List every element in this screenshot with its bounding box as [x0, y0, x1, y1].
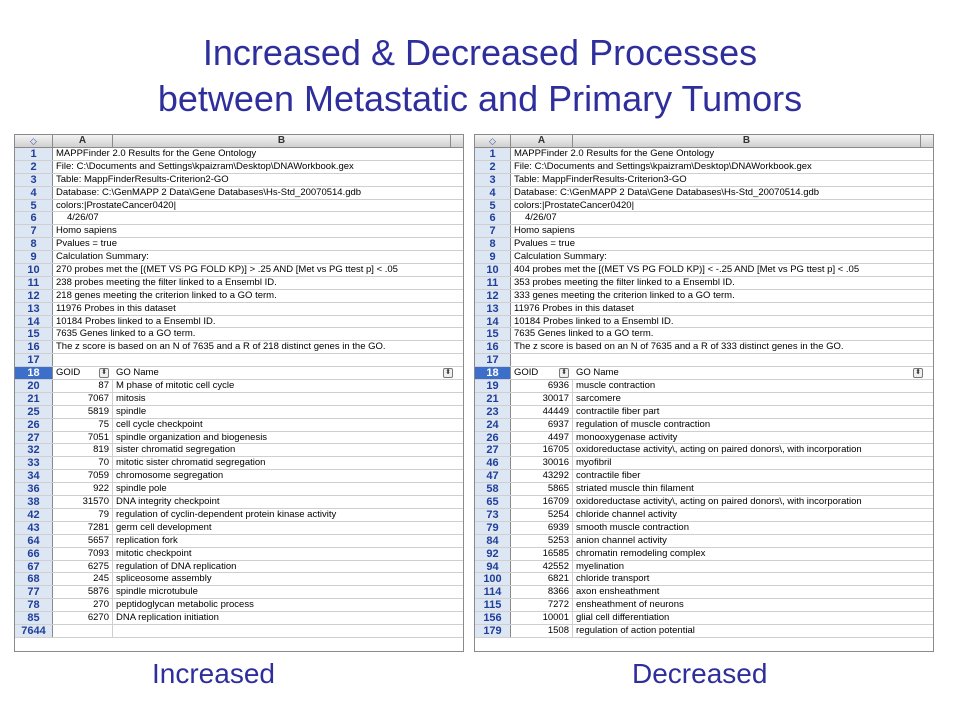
row-number[interactable]: 18	[475, 367, 511, 379]
table-row[interactable]	[15, 573, 463, 586]
table-row[interactable]	[475, 573, 933, 586]
column-header-bar	[15, 135, 463, 148]
row-number[interactable]: 17	[15, 354, 53, 366]
table-row[interactable]	[475, 561, 933, 574]
go-name-cell[interactable]: oxidoreductase activity\, acting on paired donors\, with incorporation	[576, 496, 862, 508]
table-row[interactable]	[15, 496, 463, 509]
goid-cell[interactable]: 5876	[53, 586, 113, 598]
goid-cell[interactable]: 922	[53, 483, 113, 495]
goid-cell[interactable]: 7281	[53, 522, 113, 534]
table-row[interactable]	[475, 470, 933, 483]
row-number[interactable]: 14	[15, 316, 53, 328]
sheet-row[interactable]	[15, 187, 463, 200]
table-row[interactable]	[15, 406, 463, 419]
sheet-row[interactable]	[15, 264, 463, 277]
go-name-cell[interactable]: chloride transport	[576, 573, 650, 585]
filter-dropdown-icon[interactable]: ⬍	[443, 368, 453, 378]
cell-a-text[interactable]: Calculation Summary:	[56, 251, 149, 263]
go-name-cell[interactable]: germ cell development	[116, 521, 212, 533]
row-number[interactable]: 94	[475, 561, 511, 573]
goid-cell[interactable]: 4497	[511, 432, 573, 444]
row-number[interactable]: 32	[15, 444, 53, 456]
column-header-b[interactable]: B	[113, 135, 451, 147]
go-name-cell[interactable]: muscle contraction	[576, 380, 656, 392]
table-row[interactable]	[15, 419, 463, 432]
table-header-row	[15, 367, 463, 380]
sheet-row[interactable]	[15, 174, 463, 187]
table-row[interactable]	[475, 419, 933, 432]
sheet-row[interactable]	[475, 161, 933, 174]
slide-title	[0, 30, 960, 122]
slide-title-line-2: between Metastatic and Primary Tumors	[157, 78, 803, 119]
sheet-row[interactable]	[475, 303, 933, 316]
row-number[interactable]: 10	[15, 264, 53, 276]
goid-cell[interactable]: 7059	[53, 470, 113, 482]
sheet-row[interactable]	[15, 238, 463, 251]
row-number[interactable]: 3	[475, 174, 511, 186]
go-name-cell[interactable]: cell cycle checkpoint	[116, 418, 203, 430]
go-name-cell[interactable]	[113, 625, 463, 637]
row-number[interactable]: 2	[15, 161, 53, 173]
goid-cell[interactable]: 44449	[511, 406, 573, 418]
sheet-row[interactable]	[15, 303, 463, 316]
row-number[interactable]: 21	[475, 393, 511, 405]
sheet-row[interactable]	[475, 251, 933, 264]
go-name-cell[interactable]: mitotic sister chromatid segregation	[116, 457, 266, 469]
cell-a-text[interactable]: 404 probes met the [(MET VS PG FOLD KP)] < -.25 AND [Met vs PG ttest p] < .05	[514, 264, 860, 276]
row-number[interactable]: 19	[475, 380, 511, 392]
cell-a-text[interactable]: The z score is based on an N of 7635 and a R of 333 distinct genes in the GO.	[514, 341, 844, 353]
sheet-row[interactable]	[15, 251, 463, 264]
goid-cell[interactable]: 7093	[53, 548, 113, 560]
row-number[interactable]: 34	[15, 470, 53, 482]
sheet-row[interactable]	[15, 328, 463, 341]
row-number[interactable]: 18	[15, 367, 53, 379]
go-name-cell[interactable]: chromatin remodeling complex	[576, 547, 706, 559]
table-row[interactable]	[15, 444, 463, 457]
goid-cell[interactable]: 16585	[511, 548, 573, 560]
table-row[interactable]	[15, 393, 463, 406]
table-row[interactable]	[475, 586, 933, 599]
go-name-cell[interactable]: DNA replication initiation	[116, 612, 219, 624]
go-name-cell[interactable]: anion channel activity	[576, 534, 667, 546]
table-row[interactable]	[475, 457, 933, 470]
goid-cell[interactable]: 43292	[511, 470, 573, 482]
table-row[interactable]	[15, 548, 463, 561]
go-name-cell[interactable]: sarcomere	[576, 392, 621, 404]
cell-a-text[interactable]: The z score is based on an N of 7635 and a R of 218 distinct genes in the GO.	[56, 341, 386, 353]
table-row[interactable]	[15, 522, 463, 535]
column-header-b[interactable]: B	[573, 135, 921, 147]
goid-cell[interactable]: 87	[53, 380, 113, 392]
cell-a-text[interactable]: 10184 Probes linked to a Ensembl ID.	[56, 315, 216, 327]
table-row[interactable]	[475, 444, 933, 457]
row-number[interactable]: 65	[475, 496, 511, 508]
row-number[interactable]: 43	[15, 522, 53, 534]
cell-a-text[interactable]: Homo sapiens	[56, 225, 117, 237]
increased-caption: Increased	[152, 658, 275, 689]
filter-dropdown-icon[interactable]: ⬍	[913, 368, 923, 378]
goid-cell[interactable]: 7067	[53, 393, 113, 405]
row-number[interactable]: 7644	[15, 625, 53, 637]
row-number[interactable]: 1	[15, 148, 53, 160]
cell-a-text[interactable]: 4/26/07	[525, 212, 557, 224]
goid-cell[interactable]	[53, 625, 113, 637]
go-name-cell[interactable]: mitosis	[116, 392, 146, 404]
go-name-cell[interactable]: peptidoglycan metabolic process	[116, 599, 254, 611]
goid-cell[interactable]: 5253	[511, 535, 573, 547]
row-number[interactable]: 67	[15, 561, 53, 573]
go-name-cell[interactable]: sister chromatid segregation	[116, 444, 236, 456]
sheet-row[interactable]	[475, 277, 933, 290]
row-number[interactable]: 5	[475, 200, 511, 212]
goid-cell[interactable]: 5657	[53, 535, 113, 547]
go-name-cell[interactable]: regulation of muscle contraction	[576, 418, 711, 430]
cell-a-text[interactable]: 333 genes meeting the criterion linked to a GO term.	[514, 289, 735, 301]
goid-cell[interactable]: 30017	[511, 393, 573, 405]
goid-cell[interactable]: 6936	[511, 380, 573, 392]
table-row[interactable]	[475, 432, 933, 445]
cell-a-text[interactable]: 270 probes met the [(MET VS PG FOLD KP)] > .25 AND [Met vs PG ttest p] < .05	[56, 264, 398, 276]
table-row[interactable]	[475, 483, 933, 496]
row-number[interactable]: 9	[475, 251, 511, 263]
sheet-row[interactable]	[475, 187, 933, 200]
row-number[interactable]: 12	[15, 290, 53, 302]
go-name-cell[interactable]: regulation of DNA replication	[116, 560, 237, 572]
table-row[interactable]	[15, 586, 463, 599]
decreased-spreadsheet	[474, 134, 934, 652]
row-number[interactable]: 64	[15, 535, 53, 547]
row-number[interactable]: 115	[475, 599, 511, 611]
go-name-cell[interactable]: mitotic checkpoint	[116, 547, 192, 559]
goid-cell[interactable]: 6275	[53, 561, 113, 573]
sheet-row[interactable]	[15, 277, 463, 290]
table-row[interactable]	[15, 432, 463, 445]
sheet-row[interactable]	[475, 238, 933, 251]
cell-a-text[interactable]: 11976 Probes in this dataset	[56, 302, 176, 314]
go-name-cell[interactable]: monooxygenase activity	[576, 431, 678, 443]
goid-cell[interactable]: 7051	[53, 432, 113, 444]
row-number[interactable]: 8	[475, 238, 511, 250]
goid-header: GOID	[56, 367, 81, 379]
cell-a-text[interactable]: 218 genes meeting the criterion linked to a GO term.	[56, 289, 277, 301]
goid-cell[interactable]: 1508	[511, 625, 573, 637]
goid-cell[interactable]: 79	[53, 509, 113, 521]
goid-cell[interactable]: 6270	[53, 612, 113, 624]
sheet-rows	[15, 148, 463, 651]
sheet-row[interactable]	[475, 212, 933, 225]
row-number[interactable]: 85	[15, 612, 53, 624]
table-row[interactable]	[475, 599, 933, 612]
table-row[interactable]	[15, 535, 463, 548]
sheet-row[interactable]	[475, 290, 933, 303]
go-name-cell[interactable]: axon ensheathment	[576, 586, 660, 598]
cell-a-text[interactable]: 238 probes meeting the filter linked to a Ensembl ID.	[56, 276, 277, 288]
goid-cell[interactable]: 270	[53, 599, 113, 611]
row-number[interactable]: 8	[15, 238, 53, 250]
goid-cell[interactable]: 8366	[511, 586, 573, 598]
row-number[interactable]: 47	[475, 470, 511, 482]
row-number[interactable]: 20	[15, 380, 53, 392]
sheet-row[interactable]	[475, 341, 933, 354]
column-header-a[interactable]: A	[53, 135, 113, 147]
table-row[interactable]	[15, 625, 463, 638]
row-number[interactable]: 11	[475, 277, 511, 289]
cell-a-text[interactable]: MAPPFinder 2.0 Results for the Gene Ontology	[56, 148, 257, 159]
row-number[interactable]: 114	[475, 586, 511, 598]
cell-a-text[interactable]: 7635 Genes linked to a GO term.	[514, 328, 654, 340]
row-number[interactable]: 27	[15, 432, 53, 444]
cell-a-text[interactable]: Table: MappFinderResults-Criterion2-GO	[56, 173, 229, 185]
go-name-cell[interactable]: DNA integrity checkpoint	[116, 496, 220, 508]
cell-a-text[interactable]: Database: C:\GenMAPP 2 Data\Gene Databases\Hs-Std_20070514.gdb	[514, 186, 820, 198]
sheet-row[interactable]	[15, 316, 463, 329]
sheet-row[interactable]	[475, 174, 933, 187]
row-number[interactable]: 15	[15, 328, 53, 340]
select-all-arrows-icon[interactable]: ◇	[475, 135, 511, 147]
row-number[interactable]: 6	[15, 212, 53, 224]
table-row[interactable]	[475, 406, 933, 419]
goid-cell[interactable]: 5254	[511, 509, 573, 521]
goid-cell[interactable]: 5819	[53, 406, 113, 418]
sheet-row[interactable]	[15, 354, 463, 367]
row-number[interactable]: 46	[475, 457, 511, 469]
row-number[interactable]: 77	[15, 586, 53, 598]
row-number[interactable]: 16	[475, 341, 511, 353]
go-name-cell[interactable]: spindle microtubule	[116, 586, 198, 598]
table-row[interactable]	[475, 509, 933, 522]
row-number[interactable]: 24	[475, 419, 511, 431]
table-header-row	[475, 367, 933, 380]
row-number[interactable]: 12	[475, 290, 511, 302]
table-row[interactable]	[15, 483, 463, 496]
table-row[interactable]	[15, 457, 463, 470]
sheet-rows	[475, 148, 933, 651]
row-number[interactable]: 38	[15, 496, 53, 508]
table-row[interactable]	[475, 380, 933, 393]
go-name-header: GO Name	[116, 367, 159, 379]
go-name-cell[interactable]: replication fork	[116, 534, 178, 546]
go-name-cell[interactable]: chloride channel activity	[576, 508, 677, 520]
table-row[interactable]	[15, 470, 463, 483]
goid-cell[interactable]: 16709	[511, 496, 573, 508]
cell-a-text[interactable]: 4/26/07	[67, 212, 99, 224]
row-number[interactable]: 15	[475, 328, 511, 340]
goid-cell[interactable]: 6821	[511, 573, 573, 585]
row-number[interactable]: 14	[475, 316, 511, 328]
cell-a-text[interactable]: 353 probes meeting the filter linked to a Ensembl ID.	[514, 276, 735, 288]
cell-a-text[interactable]: 7635 Genes linked to a GO term.	[56, 328, 196, 340]
row-number[interactable]: 66	[15, 548, 53, 560]
go-name-cell[interactable]: spliceosome assembly	[116, 573, 212, 585]
row-number[interactable]: 179	[475, 625, 511, 637]
goid-cell[interactable]: 42552	[511, 561, 573, 573]
row-number[interactable]: 79	[475, 522, 511, 534]
row-number[interactable]: 13	[15, 303, 53, 315]
row-number[interactable]: 84	[475, 535, 511, 547]
table-row[interactable]	[475, 625, 933, 638]
row-number[interactable]: 10	[475, 264, 511, 276]
column-header-bar	[475, 135, 933, 148]
sheet-row[interactable]	[475, 200, 933, 213]
row-number[interactable]: 27	[475, 444, 511, 456]
cell-a-text[interactable]: 11976 Probes in this dataset	[514, 302, 634, 314]
goid-cell[interactable]: 6937	[511, 419, 573, 431]
go-name-cell[interactable]: contractile fiber	[576, 470, 641, 482]
cell-a-text[interactable]: Database: C:\GenMAPP 2 Data\Gene Databases\Hs-Std_20070514.gdb	[56, 186, 362, 198]
goid-cell[interactable]: 31570	[53, 496, 113, 508]
sheet-row[interactable]	[15, 200, 463, 213]
cell-a-text[interactable]: Pvalues = true	[514, 238, 575, 250]
cell-a-text[interactable]: colors:|ProstateCancer0420|	[514, 199, 635, 211]
go-name-header: GO Name	[576, 367, 619, 379]
cell-a-text[interactable]: File: C:\Documents and Settings\kpaizram\Desktop\DNAWorkbook.gex	[56, 160, 354, 172]
go-name-cell[interactable]: contractile fiber part	[576, 405, 660, 417]
row-number[interactable]: 73	[475, 509, 511, 521]
row-number[interactable]: 4	[475, 187, 511, 199]
row-number[interactable]: 156	[475, 612, 511, 624]
table-row[interactable]	[475, 522, 933, 535]
goid-cell[interactable]: 16705	[511, 444, 573, 456]
go-name-cell[interactable]: M phase of mitotic cell cycle	[116, 380, 235, 392]
go-name-cell[interactable]: spindle organization and biogenesis	[116, 431, 268, 443]
sheet-row[interactable]	[475, 264, 933, 277]
sheet-row[interactable]	[15, 161, 463, 174]
cell-a-text[interactable]: File: C:\Documents and Settings\kpaizram\Desktop\DNAWorkbook.gex	[514, 160, 812, 172]
row-number[interactable]: 5	[15, 200, 53, 212]
go-name-cell[interactable]: regulation of action potential	[576, 624, 695, 636]
row-number[interactable]: 36	[15, 483, 53, 495]
row-number[interactable]: 11	[15, 277, 53, 289]
go-name-cell[interactable]: glial cell differentiation	[576, 612, 670, 624]
table-row[interactable]	[475, 612, 933, 625]
row-number[interactable]: 16	[15, 341, 53, 353]
goid-header: GOID	[514, 367, 539, 379]
row-number[interactable]: 92	[475, 548, 511, 560]
row-number[interactable]: 1	[475, 148, 511, 160]
table-row[interactable]	[475, 548, 933, 561]
row-number[interactable]: 13	[475, 303, 511, 315]
sheet-row[interactable]	[475, 316, 933, 329]
sheet-row[interactable]	[15, 212, 463, 225]
row-number[interactable]: 25	[15, 406, 53, 418]
goid-cell[interactable]: 70	[53, 457, 113, 469]
sheet-row[interactable]	[15, 341, 463, 354]
cell-a-text[interactable]: Table: MappFinderResults-Criterion3-GO	[514, 173, 687, 185]
sheet-row[interactable]	[475, 328, 933, 341]
table-row[interactable]	[15, 380, 463, 393]
row-number[interactable]: 78	[15, 599, 53, 611]
filter-dropdown-icon[interactable]: ⬍	[559, 368, 569, 378]
row-number[interactable]: 26	[475, 432, 511, 444]
table-row[interactable]	[15, 612, 463, 625]
row-number[interactable]: 68	[15, 573, 53, 585]
go-name-cell[interactable]: spindle	[116, 405, 147, 417]
column-header-a[interactable]: A	[511, 135, 573, 147]
table-row[interactable]	[15, 561, 463, 574]
goid-cell[interactable]: 5865	[511, 483, 573, 495]
cell-a-text[interactable]: Calculation Summary:	[514, 251, 607, 263]
row-number[interactable]: 26	[15, 419, 53, 431]
goid-cell[interactable]: 245	[53, 573, 113, 585]
row-number[interactable]: 7	[15, 225, 53, 237]
sheet-row[interactable]	[15, 148, 463, 161]
go-name-cell[interactable]: oxidoreductase activity\, acting on paired donors\, with incorporation	[576, 444, 862, 456]
table-row[interactable]	[15, 599, 463, 612]
sheet-row[interactable]	[475, 148, 933, 161]
row-number[interactable]: 21	[15, 393, 53, 405]
go-name-cell[interactable]: myofibril	[576, 457, 612, 469]
goid-cell[interactable]: 819	[53, 444, 113, 456]
goid-cell[interactable]: 7272	[511, 599, 573, 611]
decreased-caption: Decreased	[632, 658, 768, 689]
cell-a-text[interactable]: MAPPFinder 2.0 Results for the Gene Ontology	[514, 148, 715, 159]
row-number[interactable]: 3	[15, 174, 53, 186]
goid-cell[interactable]: 30016	[511, 457, 573, 469]
row-number[interactable]: 42	[15, 509, 53, 521]
filter-dropdown-icon[interactable]: ⬍	[99, 368, 109, 378]
row-number[interactable]: 4	[15, 187, 53, 199]
table-row[interactable]	[475, 496, 933, 509]
table-row[interactable]	[475, 535, 933, 548]
go-name-cell[interactable]: myelination	[576, 560, 625, 572]
table-row[interactable]	[15, 509, 463, 522]
table-row[interactable]	[475, 393, 933, 406]
row-number[interactable]: 17	[475, 354, 511, 366]
go-name-cell[interactable]: striated muscle thin filament	[576, 483, 694, 495]
goid-cell[interactable]: 75	[53, 419, 113, 431]
go-name-cell[interactable]: regulation of cyclin-dependent protein kinase activity	[116, 508, 337, 520]
row-number[interactable]: 100	[475, 573, 511, 585]
cell-a-text[interactable]: Homo sapiens	[514, 225, 575, 237]
goid-cell[interactable]: 10001	[511, 612, 573, 624]
slide-title-line-1: Increased & Decreased Processes	[202, 32, 758, 73]
row-number[interactable]: 9	[15, 251, 53, 263]
cell-a-text[interactable]: Pvalues = true	[56, 238, 117, 250]
row-number[interactable]: 6	[475, 212, 511, 224]
cell-a-text[interactable]: colors:|ProstateCancer0420|	[56, 199, 177, 211]
increased-spreadsheet	[14, 134, 464, 652]
go-name-cell[interactable]: spindle pole	[116, 483, 167, 495]
sheet-row[interactable]	[475, 225, 933, 238]
select-all-arrows-icon[interactable]: ◇	[15, 135, 53, 147]
row-number[interactable]: 7	[475, 225, 511, 237]
sheet-row[interactable]	[15, 225, 463, 238]
go-name-cell[interactable]: chromosome segregation	[116, 470, 224, 482]
row-number[interactable]: 58	[475, 483, 511, 495]
sheet-row[interactable]	[15, 290, 463, 303]
row-number[interactable]: 2	[475, 161, 511, 173]
go-name-cell[interactable]: ensheathment of neurons	[576, 599, 684, 611]
row-number[interactable]: 33	[15, 457, 53, 469]
sheet-row[interactable]	[475, 354, 933, 367]
cell-a-text[interactable]: 10184 Probes linked to a Ensembl ID.	[514, 315, 674, 327]
goid-cell[interactable]: 6939	[511, 522, 573, 534]
go-name-cell[interactable]: smooth muscle contraction	[576, 521, 689, 533]
row-number[interactable]: 23	[475, 406, 511, 418]
